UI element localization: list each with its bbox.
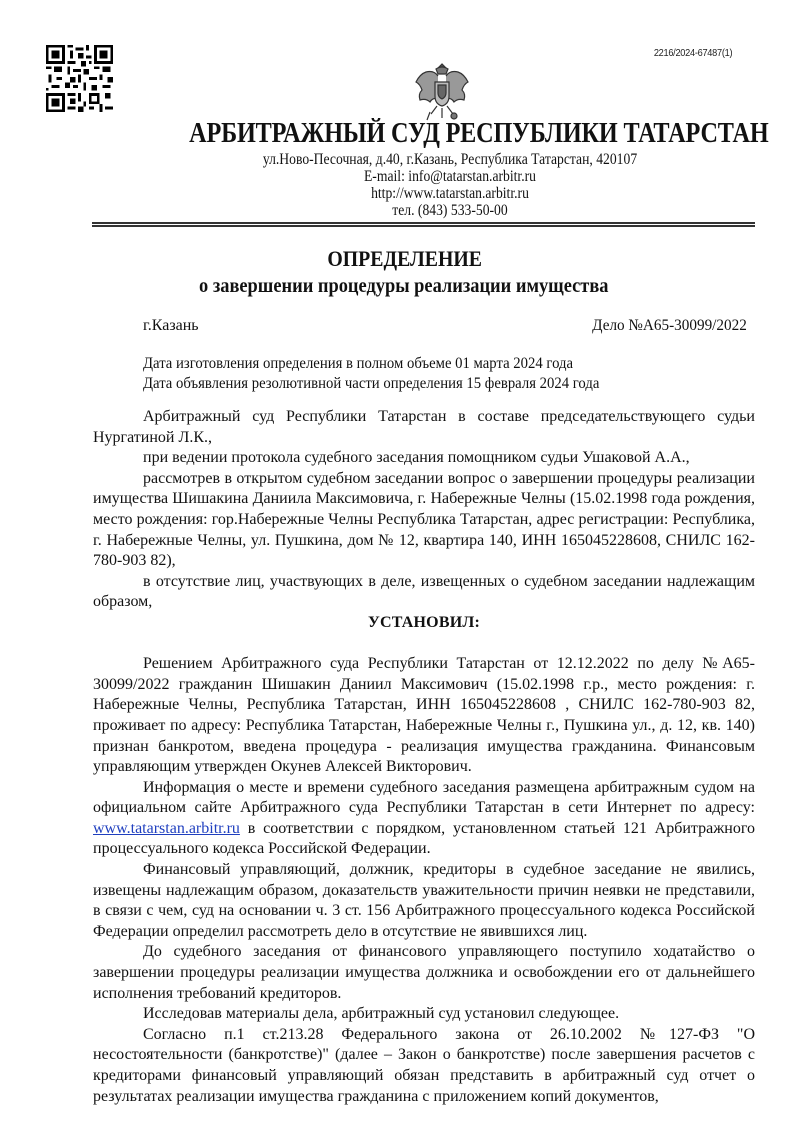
publication-text-after: в соответствии с порядком, установленном статьей 121 Арбитражного процессуального кодекса Российской Федерации. [93,819,755,858]
section-heading-established: УСТАНОВИЛ: [368,613,480,631]
document-subtitle: о завершении процедуры реализации имущества [199,275,609,297]
court-address: ул.Ново-Песочная, д.40, г.Казань, Республика Татарстан, 420107 [262,151,638,168]
paragraph-law-reference: Согласно п.1 ст.213.28 Федерального закона от 26.10.2002 №127-ФЗ "О несостоятельности (банкротстве)" (далее – Закон о банкротстве) после завершения расчетов с кредиторами финансовый управляющий обязан представить в арбитражный суд отчет о результатах реализации имущества гражданина с приложением копий документов, [93,1025,755,1105]
date-full-text: Дата изготовления определения в полном объеме 01 марта 2024 года [143,355,574,372]
paragraph-motion: До судебного заседания от финансового управляющего поступило ходатайство о завершении процедуры реализации имущества должника и освобождении его от дальнейшего исполнения требований кредиторов. [93,943,755,1002]
case-number: Дело №А65-30099/2022 [592,317,747,334]
paragraph-absence: в отсутствие лиц, участвующих в деле, извещенных о судебном заседании надлежащим образом, [93,572,755,611]
document-body [93,407,755,1107]
document-title: ОПРЕДЕЛЕНИЕ [327,246,483,271]
paragraph-court-composition: Арбитражный суд Республики Татарстан в составе председательствующего судьи Нургатиной Л.К., [93,408,755,446]
paragraph-protocol: при ведении протокола судебного заседания помощником судьи Ушаковой А.А., [143,449,690,467]
city: г.Казань [143,317,199,334]
paragraph-non-appearance: Финансовый управляющий, должник, кредиторы в судебное заседание не явились, извещены надлежащим образом, доказательств уважительности причин неявки не представили, в связи с чем, суд на основании ч. 3 ст. 156 Арбитражного процессуального кодекса Российской Федерации определил рассмотреть дело в отсутствие не явившихся лиц. [93,861,755,940]
court-email: E-mail: info@tatarstan.arbitr.ru [363,168,537,185]
paragraph-publication [93,778,755,860]
court-website-link[interactable]: www.tatarstan.arbitr.ru [93,819,240,837]
publication-text-before: Информация о месте и времени судебного заседания размещена арбитражным судом на официальном сайте Арбитражного суда Республики Татарстан в сети Интернет по адресу: [93,778,755,817]
court-contacts [150,151,750,219]
qr-code-icon [46,45,113,112]
paragraph-examination: Исследовав материалы дела, арбитражный суд установил следующее. [143,1005,620,1023]
document-dates [143,354,639,394]
russian-coat-of-arms-icon [413,60,471,124]
date-resolution: Дата объявления резолютивной части определения 15 февраля 2024 года [143,375,600,392]
paragraph-consideration: рассмотрев в открытом судебном заседании вопрос о завершении процедуры реализации имущества Шишакина Даниила Максимовича, г. Набережные Челны (15.02.1998 года рождения, место рождения: гор.Набережные Челны Республика Татарстан, адрес регистрации: Республика, г. Набережные Челны, ул. Пушкина, дом № 12, квартира 140, ИНН 165045228608, СНИЛС 162-780-903 82), [93,469,755,570]
paragraph-decision: Решением Арбитражного суда Республики Татарстан от 12.12.2022 по делу №А65-30099/2022 гражданин Шишакин Даниил Максимович (15.02.1998 г.р., место рождения: г. Набережные Челны, Республика Татарстан, ИНН 165045228608 , СНИЛС 162-780-903 82, проживает по адресу: Республика Татарстан, Набережные Челны г., Пушкина ул., д. 12, кв. 140) признан банкротом, введена процедура - реализация имущества гражданина. Финансовым управляющим утвержден Окунев Алексей Викторович. [93,655,755,776]
document-number: 2216/2024-67487(1) [653,48,732,59]
court-phone: тел. (843) 533-50-00 [392,202,508,219]
court-website: http://www.tatarstan.arbitr.ru [371,185,529,202]
court-name: АРБИТРАЖНЫЙ СУД РЕСПУБЛИКИ ТАТАРСТАН [189,118,769,149]
header-divider [92,222,755,227]
